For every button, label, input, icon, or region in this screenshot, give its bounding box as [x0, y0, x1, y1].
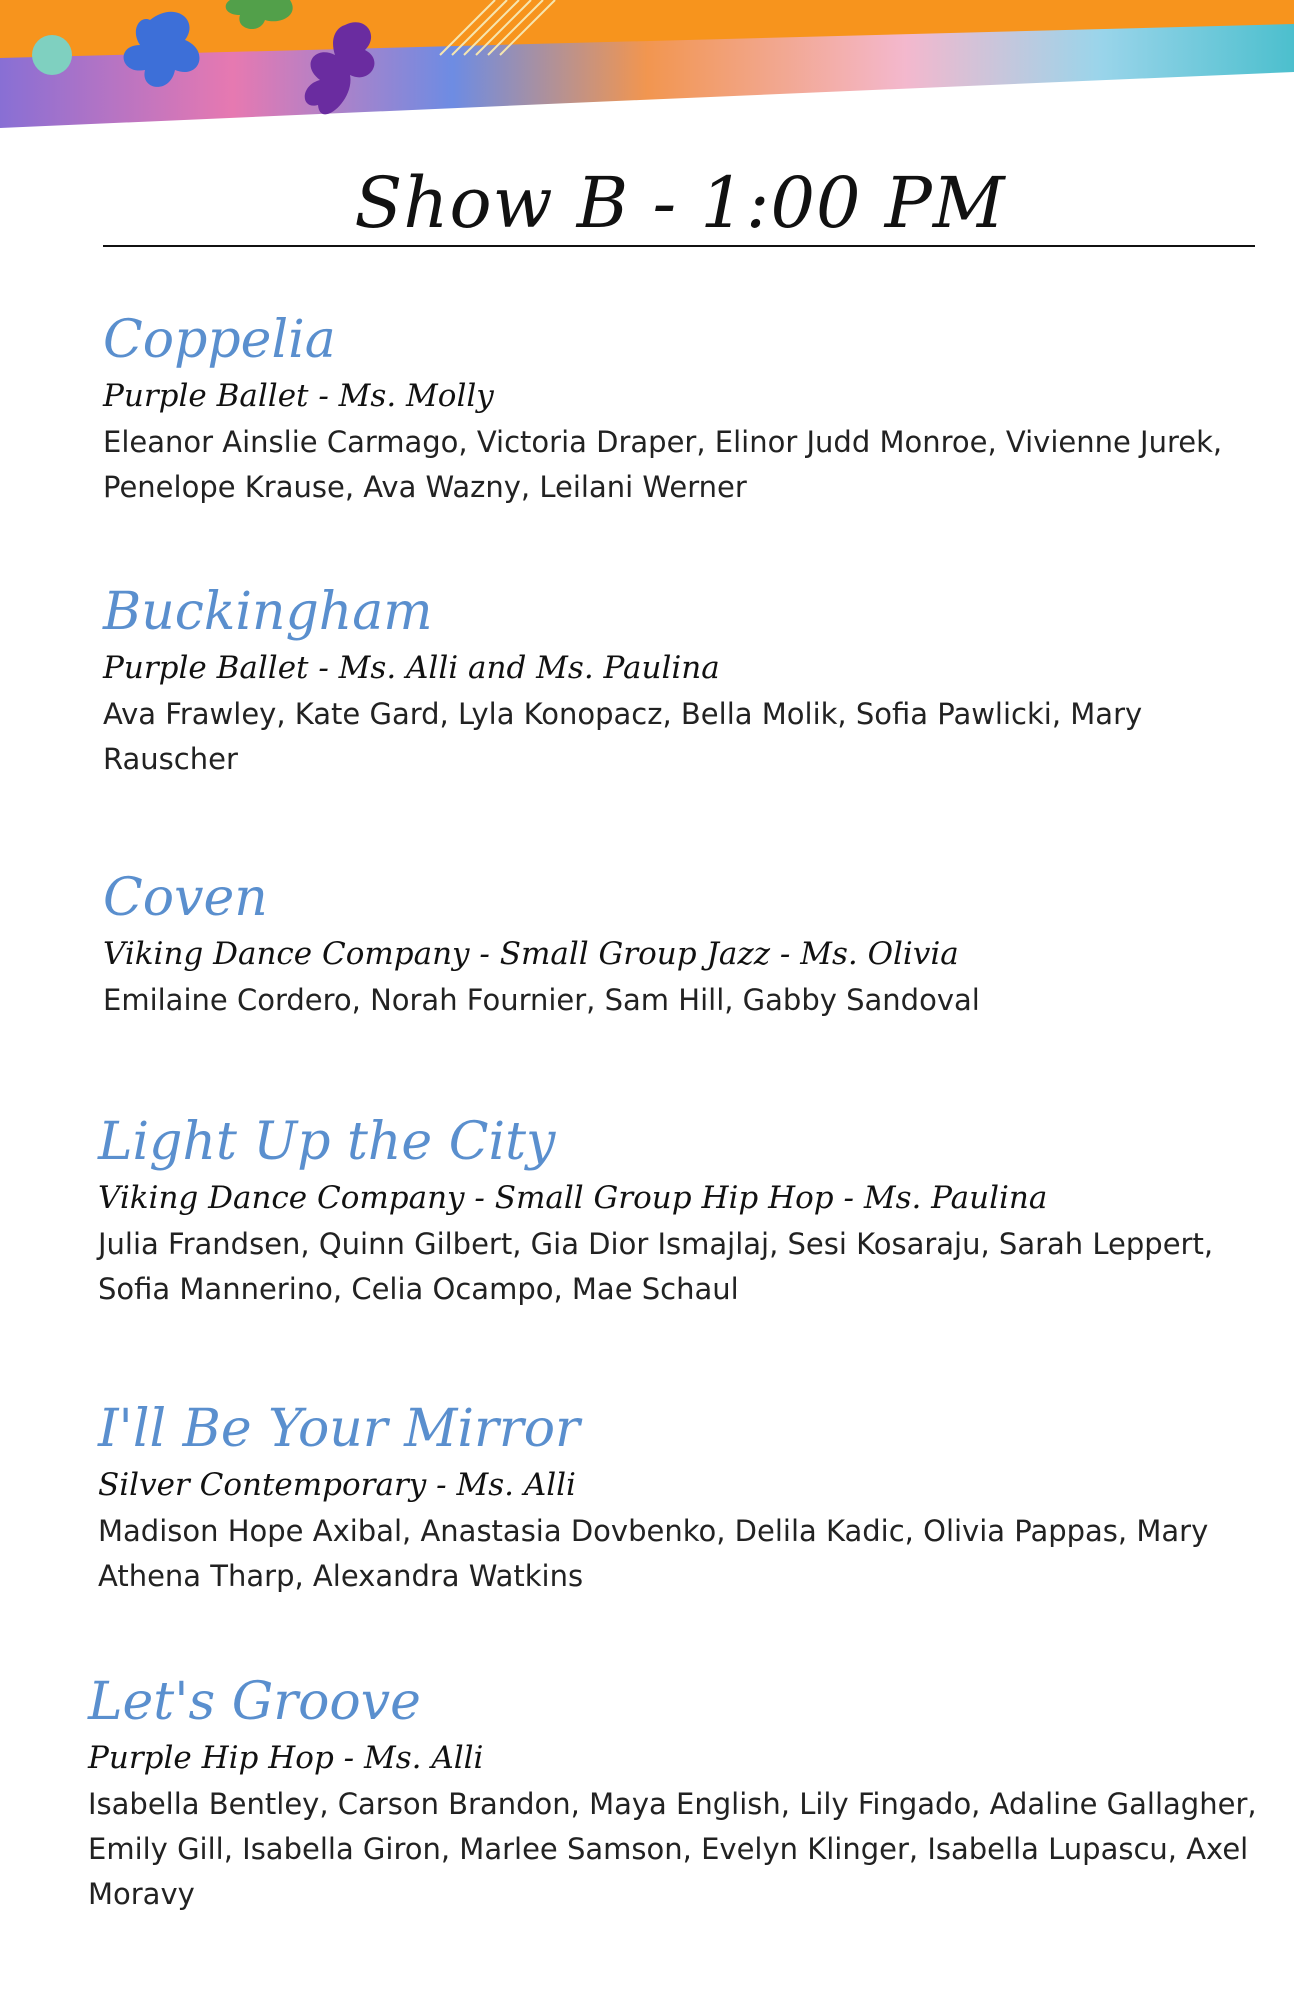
piece-title: Light Up the City	[98, 1112, 556, 1172]
program-piece	[98, 1110, 1278, 1312]
program-piece	[98, 1397, 1278, 1599]
piece-group-instructor: Purple Hip Hop - Ms. Alli	[88, 1740, 484, 1776]
piece-dancers: Madison Hope Axibal, Anastasia Dovbenko, Delila Kadic, Olivia Pappas, Mary Athena Tharp, Alexandra Watkins	[98, 1514, 1209, 1593]
piece-group-instructor: Purple Ballet - Ms. Alli and Ms. Paulina	[103, 650, 720, 686]
piece-title: I'll Be Your Mirror	[98, 1399, 580, 1459]
piece-title: Coven	[103, 868, 268, 928]
piece-title: Buckingham	[103, 582, 433, 642]
title-divider	[103, 245, 1255, 247]
piece-group-instructor: Purple Ballet - Ms. Molly	[103, 378, 494, 414]
piece-group-instructor: Viking Dance Company - Small Group Jazz - Ms. Olivia	[103, 936, 959, 972]
piece-dancers: Eleanor Ainslie Carmago, Victoria Draper, Elinor Judd Monroe, Vivienne Jurek, Penelope Krause, Ava Wazny, Leilani Werner	[103, 425, 1223, 504]
program-piece	[103, 580, 1283, 782]
piece-dancers: Julia Frandsen, Quinn Gilbert, Gia Dior Ismajlaj, Sesi Kosaraju, Sarah Leppert, Sofia Mannerino, Celia Ocampo, Mae Schaul	[98, 1227, 1214, 1306]
teal-dot-icon	[32, 35, 72, 75]
piece-dancers: Ava Frawley, Kate Gard, Lyla Konopacz, Bella Molik, Sofia Pawlicki, Mary Rauscher	[103, 697, 1143, 776]
program-piece	[103, 866, 1283, 1023]
page-title: Show B - 1:00 PM	[354, 162, 1006, 244]
piece-group-instructor: Viking Dance Company - Small Group Hip Hop - Ms. Paulina	[98, 1180, 1048, 1216]
piece-dancers: Emilaine Cordero, Norah Fournier, Sam Hill, Gabby Sandoval	[103, 983, 980, 1017]
piece-title: Let's Groove	[88, 1672, 421, 1732]
decorative-banner	[0, 0, 1294, 140]
piece-title: Coppelia	[103, 310, 336, 370]
program-piece	[88, 1670, 1268, 1917]
piece-dancers: Isabella Bentley, Carson Brandon, Maya English, Lily Fingado, Adaline Gallagher, Emily Gill, Isabella Giron, Marlee Samson, Evelyn Klinger, Isabella Lupascu, Axel Moravy	[88, 1787, 1257, 1911]
program-piece	[103, 308, 1283, 510]
piece-group-instructor: Silver Contemporary - Ms. Alli	[98, 1467, 576, 1503]
